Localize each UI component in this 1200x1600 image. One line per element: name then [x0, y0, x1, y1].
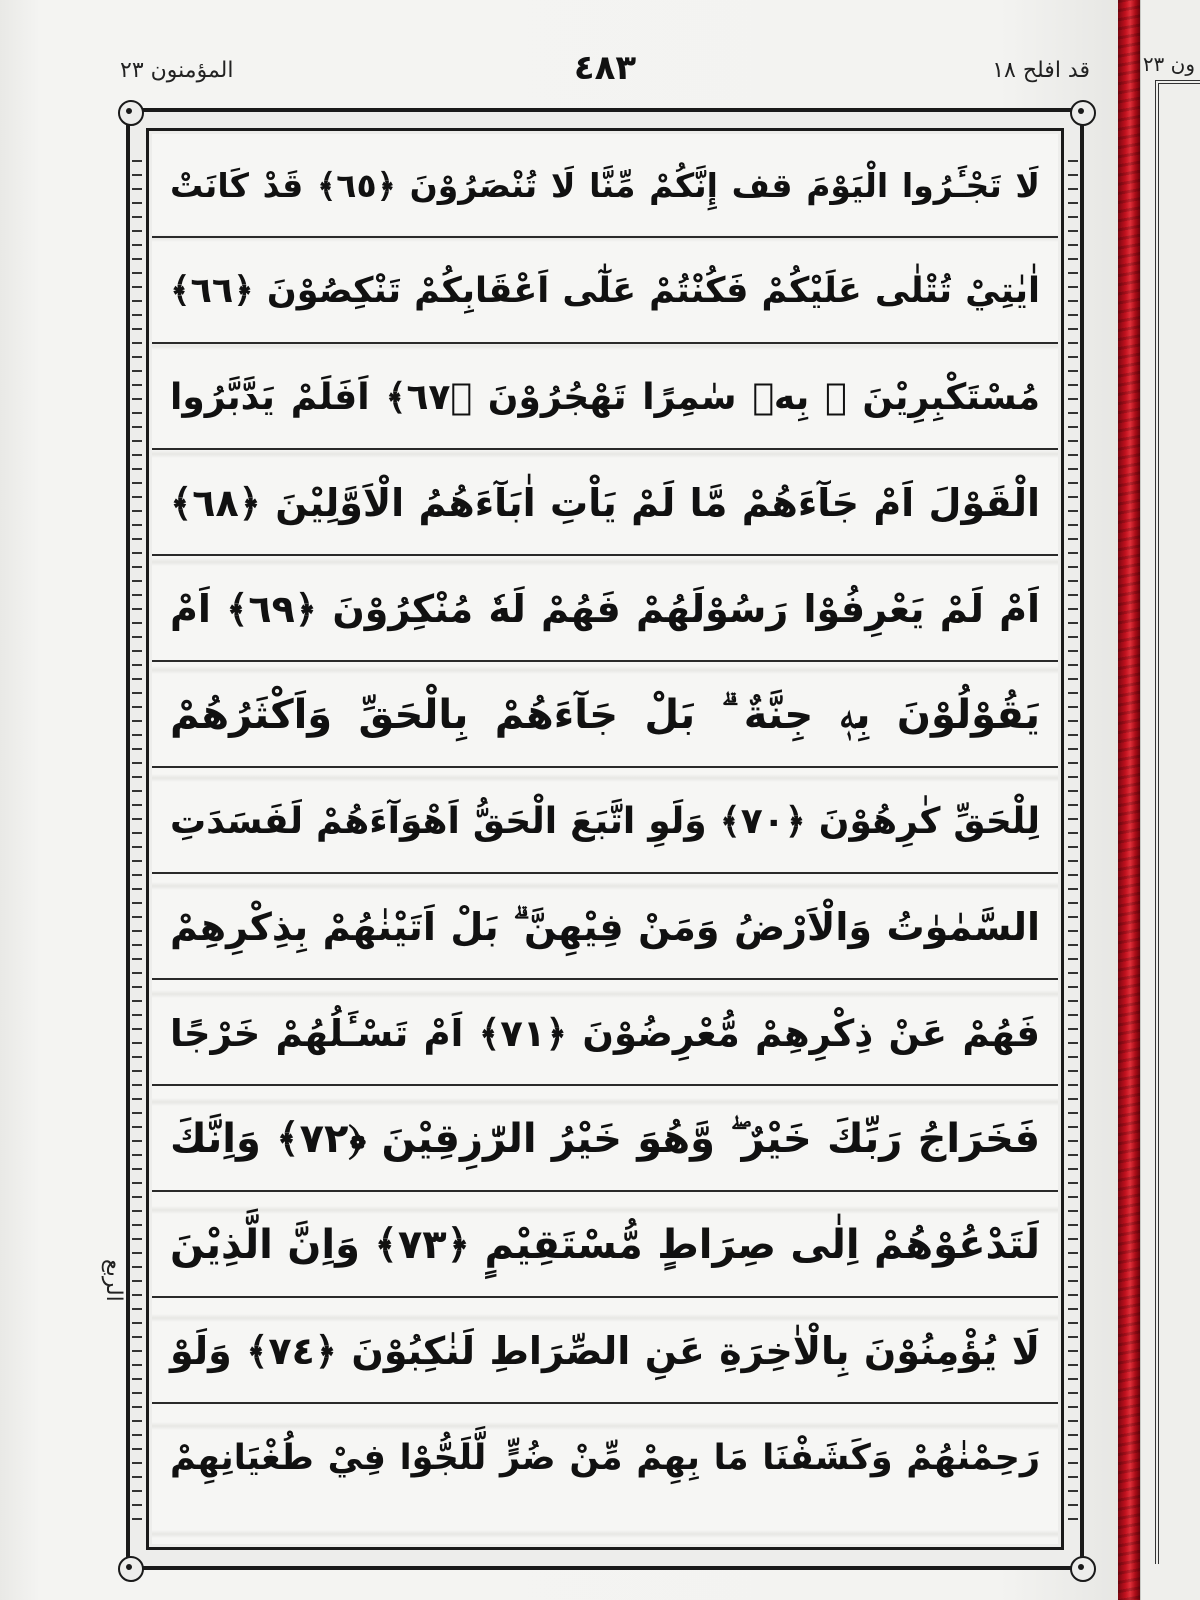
- verse-line-text: مُسْتَكْبِرِيْنَ ۖ بِهٖ سٰمِرًا تَهْجُرُوْنَ ﴿٦٧﴾ اَفَلَمْ يَدَّبَّرُوا: [170, 376, 1040, 418]
- page-header: [120, 48, 1090, 102]
- verse-line: [152, 664, 1058, 768]
- facing-page: [1140, 0, 1200, 1600]
- verse-line: [152, 876, 1058, 980]
- bookmark-ribbon: [1118, 0, 1140, 1600]
- verse-line: [152, 346, 1058, 450]
- verse-line-text: اٰيٰتِيْ تُتْلٰى عَلَيْكُمْ فَكُنْتُمْ عَلٰٓى اَعْقَابِكُمْ تَنْكِصُوْنَ ﴿٦٦﴾: [170, 271, 1040, 311]
- corner-ornament-top-left: [118, 100, 144, 126]
- verse-line: [152, 240, 1058, 344]
- corner-ornament-bottom-right: [1070, 1556, 1096, 1582]
- corner-ornament-bottom-left: [118, 1556, 144, 1582]
- verse-line-text: رَحِمْنٰهُمْ وَكَشَفْنَا مَا بِهِمْ مِّنْ ضُرٍّ لَّلَجُّوْا فِيْ طُغْيَانِهِمْ: [170, 1438, 1040, 1478]
- margin-rub-marker: الربع: [101, 1259, 126, 1302]
- facing-page-frame: [1155, 80, 1200, 1564]
- verse-line: [152, 1194, 1058, 1298]
- verse-line-text: اَمْ لَمْ يَعْرِفُوْا رَسُوْلَهُمْ فَهُمْ لَهٗ مُنْكِرُوْنَ ﴿٦٩﴾ اَمْ: [170, 587, 1040, 631]
- surah-name: المؤمنون ٢٣: [120, 58, 234, 83]
- verse-line-text: لِلْحَقِّ كٰرِهُوْنَ ﴿٧٠﴾ وَلَوِ اتَّبَعَ الْحَقُّ اَهْوَآءَهُمْ لَفَسَدَتِ: [170, 800, 1040, 842]
- verse-line-text: لَتَدْعُوْهُمْ اِلٰى صِرَاطٍ مُّسْتَقِيْمٍ ﴿٧٣﴾ وَاِنَّ الَّذِيْنَ: [170, 1222, 1040, 1268]
- verse-line-text: فَهُمْ عَنْ ذِكْرِهِمْ مُّعْرِضُوْنَ ﴿٧١﴾ اَمْ تَسْـَٔلُهُمْ خَرْجًا: [170, 1011, 1040, 1055]
- verse-line-text: يَقُوْلُوْنَ بِهٖ جِنَّةٌ ۗ بَلْ جَآءَهُمْ بِالْحَقِّ وَاَكْثَرُهُمْ: [170, 692, 1040, 738]
- juz-name: قد افلح ١٨: [992, 58, 1090, 83]
- verse-line-text: لَا يُؤْمِنُوْنَ بِالْاٰخِرَةِ عَنِ الصِّرَاطِ لَنٰكِبُوْنَ ﴿٧٤﴾ وَلَوْ: [170, 1329, 1040, 1373]
- side-ornament-right: [1068, 160, 1078, 1520]
- corner-ornament-top-right: [1070, 100, 1096, 126]
- verse-line: [152, 134, 1058, 238]
- verse-line: [152, 770, 1058, 874]
- verse-line-text: الْقَوْلَ اَمْ جَآءَهُمْ مَّا لَمْ يَاْتِ اٰبَآءَهُمُ الْاَوَّلِيْنَ ﴿٦٨﴾: [170, 481, 1040, 525]
- verse-line: [152, 1406, 1058, 1510]
- verse-line: [152, 1088, 1058, 1192]
- page-number: ٤٨٣: [573, 48, 637, 88]
- verse-line: [152, 1300, 1058, 1404]
- verse-line-text: السَّمٰوٰتُ وَالْاَرْضُ وَمَنْ فِيْهِنَّ ۗ بَلْ اَتَيْنٰهُمْ بِذِكْرِهِمْ: [170, 904, 1040, 949]
- verse-text-area: [152, 134, 1058, 1544]
- verse-line: [152, 982, 1058, 1086]
- verse-line: [152, 452, 1058, 556]
- verse-line: [152, 558, 1058, 662]
- verse-line-text: فَخَرَاجُ رَبِّكَ خَيْرٌ ۖ وَّهُوَ خَيْرُ الرّٰزِقِيْنَ ﴿٧٢﴾ وَاِنَّكَ: [170, 1116, 1041, 1162]
- side-ornament-left: [132, 160, 142, 1520]
- verse-line-text: لَا تَجْـَٔرُوا الْيَوْمَ قف إِنَّكُمْ مِّنَّا لَا تُنْصَرُوْنَ ﴿٦٥﴾ قَدْ كَانَتْ: [170, 165, 1040, 205]
- facing-page-header: ون ٢٣: [1142, 52, 1195, 76]
